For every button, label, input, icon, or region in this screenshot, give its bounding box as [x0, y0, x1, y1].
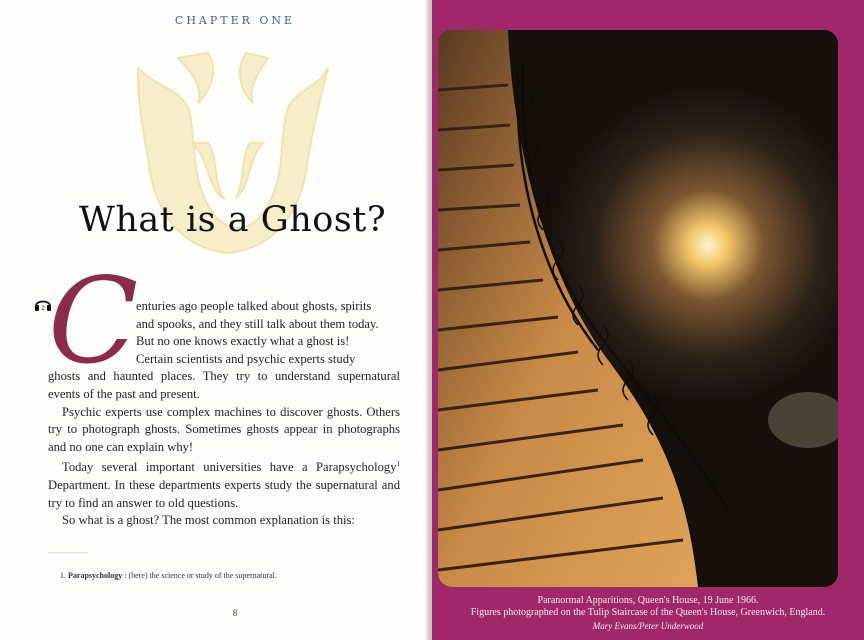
chapter-title: What is a Ghost?: [78, 200, 387, 240]
footnote-ref: 1: [396, 460, 400, 469]
audio-track-number: 2: [41, 306, 45, 312]
chapter-label: CHAPTER ONE: [174, 14, 296, 27]
drop-cap: C: [48, 252, 139, 390]
photo-caption-line-2: Figures photographed on the Tulip Staircase of the Queen's House, Greenwich, England.: [470, 607, 826, 618]
footnote-definition: : (here) the science or study of the supernatural.: [124, 571, 277, 580]
photo-credit: Mary Evans/Peter Underwood: [592, 621, 704, 631]
p4-rest: Department. In these departments experts study the supernatural and try to find an answer to old questions.: [48, 478, 400, 510]
footnote-divider: [48, 552, 88, 553]
footnote-term: Parapsychology: [68, 571, 123, 580]
page-number: 8: [232, 608, 238, 618]
p2-rest: ghosts and haunted places. They try to understand supernatural events of the past and present.: [48, 369, 400, 401]
p4-text: Today several important universities have a Parapsychology: [62, 460, 397, 475]
paragraph-2: [48, 351, 400, 404]
body-text: [48, 298, 400, 530]
p1-line-3: But no one knows exactly what a ghost is!: [136, 334, 350, 349]
p2-line-1: Certain scientists and psychic experts study: [136, 351, 356, 366]
paragraph-4: [48, 456, 400, 512]
staircase-photo: [438, 30, 838, 587]
p1-line-1: enturies ago people talked about ghosts, spirits: [136, 299, 372, 313]
footnote: [60, 571, 420, 580]
p1-line-2: and spooks, and they still talk about them today.: [136, 316, 379, 331]
left-page: [0, 0, 428, 640]
paragraph-3: Psychic experts use complex machines to discover ghosts. Others try to photograph ghosts. Sometimes ghosts appear in photographs and no one can explain why!: [48, 404, 400, 454]
footnote-number: 1.: [60, 571, 66, 580]
photo-caption-line-1: Paranormal Apparitions, Queen's House, 19 June 1966.: [537, 595, 759, 606]
paragraph-5: So what is a ghost? The most common explanation is this:: [62, 513, 355, 528]
tulip-staircase-image: [438, 30, 838, 587]
right-page: [432, 0, 864, 640]
paragraph-1: [48, 298, 400, 351]
